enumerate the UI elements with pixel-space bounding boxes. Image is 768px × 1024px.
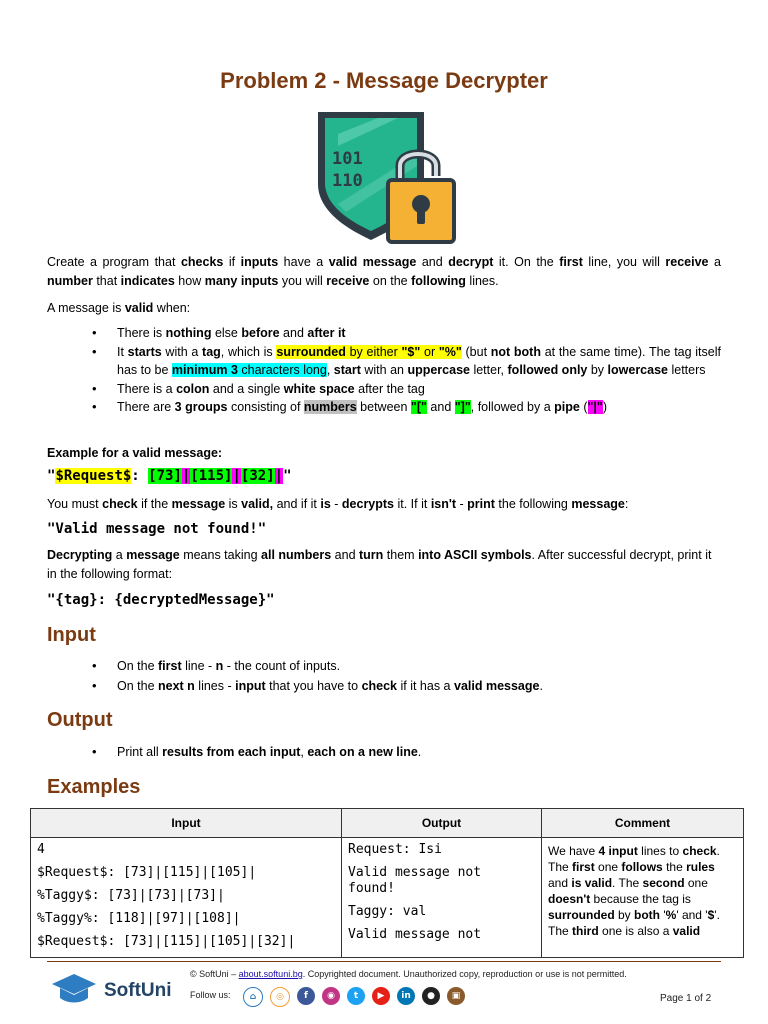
input-heading: Input bbox=[47, 624, 96, 646]
decrypt-instruction: Decrypting a message means taking all numbers and turn them into ASCII symbols. After successful decrypt, print it in the following format: bbox=[47, 548, 712, 581]
twitter-icon[interactable]: t bbox=[347, 987, 365, 1005]
rule-item: • There is nothing else before and after it bbox=[47, 324, 721, 343]
facebook-icon[interactable]: f bbox=[297, 987, 315, 1005]
youtube-icon[interactable]: ▶ bbox=[372, 987, 390, 1005]
comment-cell: We have 4 input lines to check. The first one follows the rules and is valid. The second one doesn't because the tag is surrounded by both '%' and '$'. The third one is also a valid bbox=[542, 838, 744, 958]
rule-item: • It starts with a tag, which is surrounded by either "$" or "%" (but not both at the same time). The tag itself has to be minimum 3 characters long, start with an uppercase letter, followed only by lowercase letters bbox=[47, 343, 721, 380]
input-item: • On the first line - n - the count of inputs. bbox=[47, 657, 721, 676]
example-label: Example for a valid message: bbox=[47, 446, 223, 460]
softuni-logo[interactable] bbox=[50, 970, 180, 1010]
github-icon[interactable]: ● bbox=[422, 987, 440, 1005]
check-instruction: You must check if the message is valid, and if it is - decrypts it. If it isn't - print the following message: bbox=[47, 497, 629, 511]
softuni-logo-text: SoftUni bbox=[104, 980, 172, 1001]
social-icons bbox=[243, 987, 465, 1007]
input-line: $Request$: [73]|[115]|[105]| bbox=[37, 865, 257, 880]
table-row bbox=[31, 838, 744, 958]
valid-when-line: A message is valid when: bbox=[47, 301, 191, 315]
softuni-logo-icon bbox=[50, 970, 180, 1010]
output-cell bbox=[342, 838, 542, 958]
follow-us-label: Follow us: bbox=[190, 990, 231, 1000]
copyright-notice: © SoftUni – about.softuni.bg. Copyrighted document. Unauthorized copy, reproduction or use is not permitted. bbox=[190, 969, 627, 979]
intro-paragraph: Create a program that checks if inputs have a valid message and decrypt it. On the first line, you will receive a number that indicates how many inputs you will receive on the following lines. bbox=[47, 255, 721, 288]
table-header-row bbox=[31, 809, 744, 838]
binary-row-2: 110 bbox=[332, 171, 363, 191]
input-cell bbox=[31, 838, 342, 958]
examples-heading: Examples bbox=[47, 776, 141, 798]
input-line: %Taggy%: [118]|[97]|[108]| bbox=[37, 911, 241, 926]
input-list bbox=[47, 657, 721, 695]
softuni-digital-icon[interactable]: ▣ bbox=[447, 987, 465, 1005]
output-line: Valid message not found! bbox=[348, 865, 482, 896]
rule-item: • There is a colon and a single white space after the tag bbox=[47, 380, 721, 399]
page-number: Page 1 of 2 bbox=[660, 993, 712, 1004]
output-format: "{tag}: {decryptedMessage}" bbox=[47, 592, 275, 608]
softuni-link[interactable]: about.softuni.bg bbox=[238, 969, 303, 979]
examples-table bbox=[30, 808, 744, 958]
input-line: %Taggy$: [73]|[73]|[73]| bbox=[37, 888, 225, 903]
example-valid-message: "$Request$: [73]|[115]|[32]|" bbox=[47, 468, 292, 484]
output-heading: Output bbox=[47, 709, 113, 731]
softuni-creative-icon[interactable]: ◎ bbox=[270, 987, 290, 1007]
page-title: Problem 2 - Message Decrypter bbox=[220, 68, 548, 93]
input-item: • On the next n lines - input that you have to check if it has a valid message. bbox=[47, 677, 721, 696]
validity-rules-list bbox=[47, 324, 721, 417]
footer-divider bbox=[47, 961, 721, 962]
output-line: Request: Isi bbox=[348, 842, 442, 857]
column-header-output: Output bbox=[342, 809, 542, 838]
binary-row-1: 101 bbox=[332, 149, 363, 169]
column-header-comment: Comment bbox=[542, 809, 744, 838]
shield-lock-icon bbox=[308, 104, 460, 246]
output-line: Valid message not bbox=[348, 927, 482, 942]
softuni-icon[interactable]: ⌂ bbox=[243, 987, 263, 1007]
input-line: $Request$: [73]|[115]|[105]|[32]| bbox=[37, 934, 296, 949]
rule-item: • There are 3 groups consisting of numbers between "[" and "]", followed by a pipe ("|") bbox=[47, 398, 721, 417]
linkedin-icon[interactable]: in bbox=[397, 987, 415, 1005]
instagram-icon[interactable]: ◉ bbox=[322, 987, 340, 1005]
output-list bbox=[47, 743, 721, 762]
output-item: • Print all results from each input, each on a new line. bbox=[47, 743, 721, 762]
not-found-message: "Valid message not found!" bbox=[47, 521, 267, 537]
input-line: 4 bbox=[37, 842, 45, 857]
output-line: Taggy: val bbox=[348, 904, 427, 919]
column-header-input: Input bbox=[31, 809, 342, 838]
